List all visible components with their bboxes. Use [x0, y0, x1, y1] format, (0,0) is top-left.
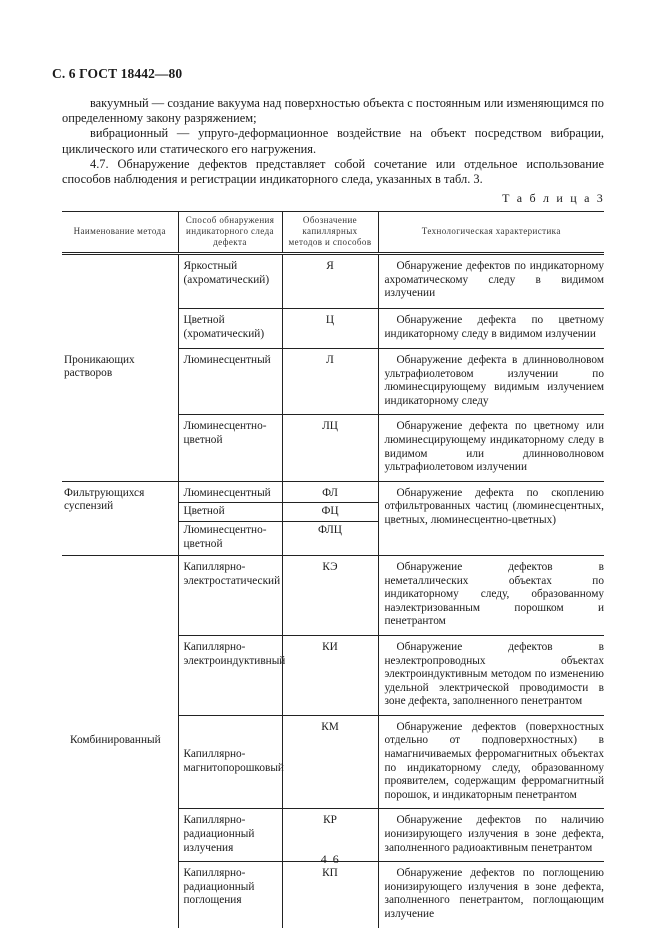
header-way: Способ обнаружения индикаторного следа дефекта — [178, 212, 282, 254]
intro-text — [62, 96, 604, 187]
code-cell: Л — [282, 349, 378, 415]
description-cell: Обнаружение дефектов по индикаторному ахроматическому следу в видимом излучении — [378, 254, 604, 309]
description-cell: Обнаружение дефектов в неметаллических объектах по индикаторному следу, образованному наэлектризованным порошком и пенетрантом — [378, 555, 604, 635]
description-cell: Обнаружение дефектов по наличию ионизирующего излучения в зоне дефекта, заполненного радиоактивным пенетрантом — [378, 809, 604, 862]
description-cell: Обнаружение дефекта по цветному или люминесцирующему индикаторному следу в видимом или длинноволновом ультрафиолетовом излучении — [378, 415, 604, 481]
code-cell: Ц — [282, 309, 378, 349]
way-cell: Люминесцентный — [178, 349, 282, 415]
table-row — [62, 254, 604, 309]
way-cell: Капиллярно-радиационный излучения — [178, 809, 282, 862]
code-cell: ФЦ — [282, 503, 378, 522]
page-number: 4 6 — [320, 852, 341, 866]
method-name: Фильтрующихся суспензий — [62, 481, 178, 555]
way-cell: Люминесцентно-цветной — [178, 521, 282, 555]
way-cell: Капиллярно-электроиндуктивный — [178, 635, 282, 715]
way-cell: Капиллярно-электростатический — [178, 555, 282, 635]
table-row — [62, 555, 604, 635]
code-cell: ФЛЦ — [282, 521, 378, 555]
way-cell: Цветной (хроматический) — [178, 309, 282, 349]
code-cell: ЛЦ — [282, 415, 378, 481]
method-name: Комбинированный — [70, 734, 161, 747]
description-cell: Обнаружение дефекта в длинноволновом ультрафиолетовом излучении по люминесцирующему видимым излучением индикаторному следу — [378, 349, 604, 415]
way-cell: Люминесцентно-цветной — [178, 415, 282, 481]
way-cell: Цветной — [178, 503, 282, 522]
code-cell: КЭ — [282, 555, 378, 635]
description-cell: Обнаружение дефектов по поглощению ионизирующего излучения в зоне дефекта, заполненного пенетрантом, поглощающим излучение — [378, 862, 604, 928]
code-cell: КИ — [282, 635, 378, 715]
code-cell: КМ — [282, 715, 378, 809]
table-header-row — [62, 212, 604, 254]
code-cell: Я — [282, 254, 378, 309]
paragraph-vacuum: вакуумный — создание вакуума над поверхностью объекта с постоянным или изменяющимся по определенному закону разряжением; — [62, 96, 604, 126]
description-cell: Обнаружение дефектов (поверхностных отдельно от подповерхностных) в намагничиваемых ферромагнитных объектах по индикаторному следу, образованному проявителем, содержащим ферромагнитный порошок, и индикаторным пенетрантом — [378, 715, 604, 809]
page-header: С. 6 ГОСТ 18442—80 — [52, 66, 183, 81]
way-cell: Люминесцентный — [178, 481, 282, 503]
paragraph-vibration: вибрационный — упруго-деформационное воздействие на объект посредством вибрации, циклического или статического его нагружения. — [62, 126, 604, 156]
table-caption: Т а б л и ц а 3 — [502, 191, 605, 205]
code-cell: ФЛ — [282, 481, 378, 503]
description-cell: Обнаружение дефектов в неэлектропроводных объектах электроиндуктивным методом по изменению удельной электрической проводимости в зоне дефекта, заполненного пенетрантом — [378, 635, 604, 715]
methods-table — [62, 211, 604, 928]
method-name: Проникающих растворов — [62, 254, 178, 482]
paragraph-4-7: 4.7. Обнаружение дефектов представляет собой сочетание или отдельное использование способов наблюдения и регистрации индикаторного следа, указанных в табл. 3. — [62, 156, 604, 187]
code-cell: КР — [282, 809, 378, 862]
header-method: Наименование метода — [62, 212, 178, 254]
way-cell: Яркостный (ахроматический) — [178, 254, 282, 309]
header-description: Технологическая характеристика — [378, 212, 604, 254]
code-cell: КП — [282, 862, 378, 928]
header-code: Обозначение капиллярных методов и способов — [282, 212, 378, 254]
way-cell: Капиллярно-радиационный поглощения — [178, 862, 282, 928]
description-cell: Обнаружение дефекта по цветному индикаторному следу в видимом излучении — [378, 309, 604, 349]
table-row — [62, 481, 604, 503]
description-cell: Обнаружение дефекта по скоплению отфильтрованных частиц (люминесцентных, цветных, люминесцентно-цветных) — [378, 481, 604, 555]
way-cell: Капиллярно-магнитопорошковый — [178, 715, 282, 809]
